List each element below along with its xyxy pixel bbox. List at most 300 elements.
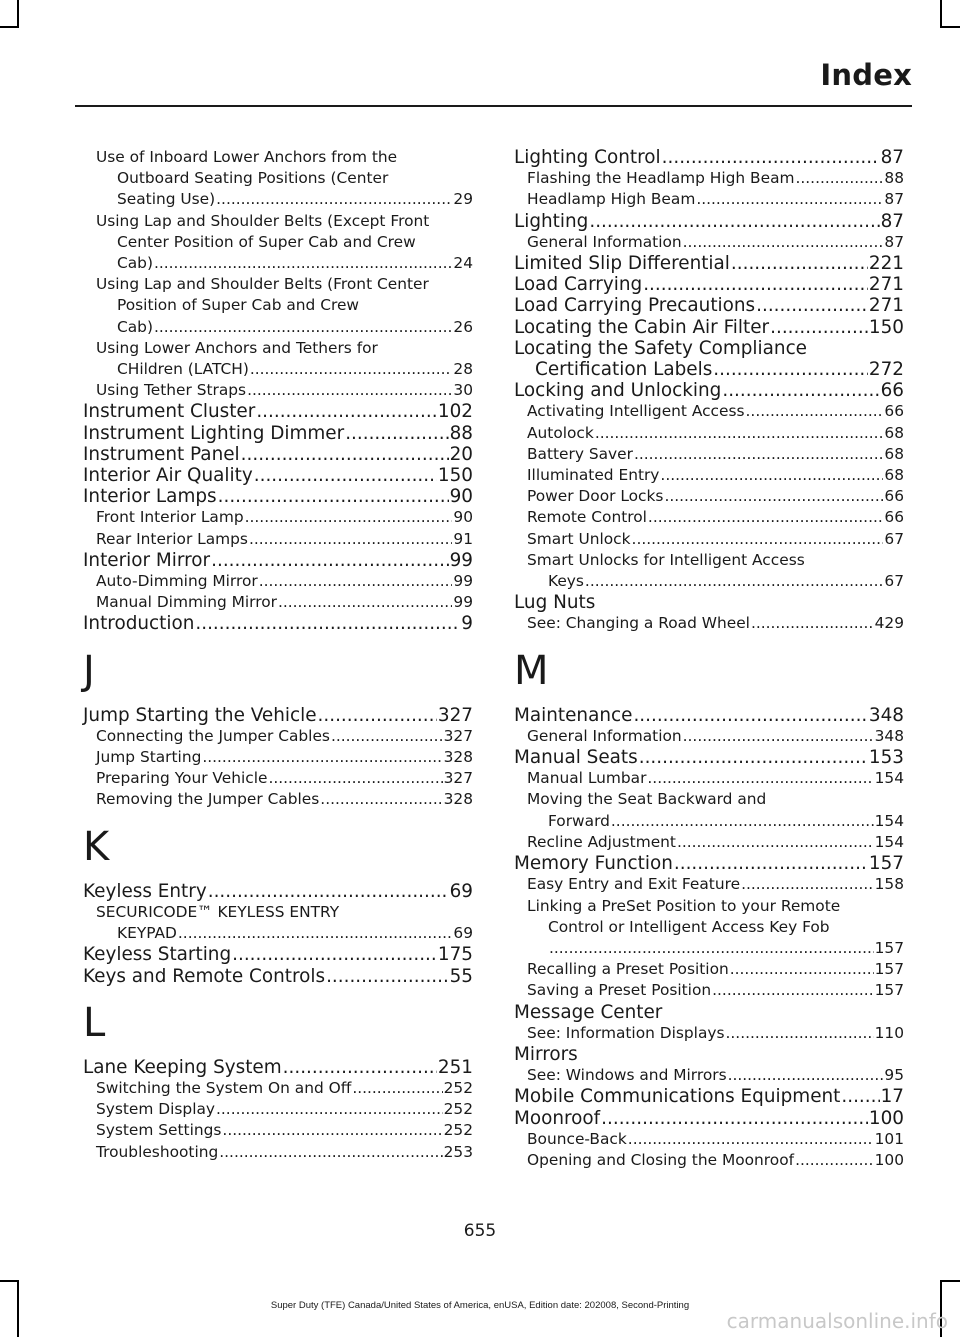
entry-text: KEYPAD: [117, 924, 177, 943]
entry-text: Lighting Control: [514, 147, 661, 168]
crop-mark: [940, 26, 960, 28]
index-entry[interactable]: [514, 705, 904, 726]
entry-text: Opening and Closing the Moonroof: [527, 1150, 795, 1169]
page-ref: 328: [443, 748, 473, 767]
page-ref: 66: [884, 402, 904, 421]
entry-text: Removing the Jumper Cables: [96, 790, 320, 809]
dot-leader: [611, 811, 874, 832]
page-ref: 429: [874, 614, 904, 633]
dot-leader: [218, 486, 449, 507]
index-subentry[interactable]: [514, 874, 904, 895]
entry-text: Cab): [117, 317, 153, 336]
index-entry[interactable]: [514, 317, 904, 338]
page-number: 655: [463, 1221, 497, 1241]
index-subentry[interactable]: [83, 747, 473, 768]
page-ref: 68: [884, 444, 904, 463]
page-ref: 66: [884, 508, 904, 527]
index-subentry[interactable]: [83, 529, 473, 550]
page-ref: 29: [453, 190, 473, 209]
index-column-right: [514, 147, 904, 1171]
page-ref: 67: [884, 529, 904, 548]
entry-text: Interior Mirror: [83, 549, 211, 571]
dot-leader: [589, 211, 879, 232]
index-subentry[interactable]: [514, 1023, 904, 1044]
entry-text: See: Information Displays: [527, 1023, 725, 1042]
page-ref: 67: [884, 572, 904, 591]
dot-leader: [283, 1057, 437, 1078]
dot-leader: [345, 423, 448, 444]
page-ref: 157: [868, 853, 904, 875]
entry-text: Maintenance: [514, 704, 633, 726]
index-subentry[interactable]: [514, 550, 904, 592]
index-entry[interactable]: [514, 1086, 904, 1107]
entry-text: Manual Seats: [514, 747, 638, 769]
entry-text-line: Moving the Seat Backward and: [527, 790, 767, 809]
dot-leader: [643, 274, 868, 295]
page-ref: 90: [449, 486, 473, 508]
entry-text: Certification Labels: [535, 359, 713, 381]
index-subentry[interactable]: [514, 189, 904, 210]
crop-mark: [940, 1280, 960, 1282]
page-ref: 68: [884, 466, 904, 485]
entry-text: Jump Starting: [96, 748, 202, 767]
entry-text: Lane Keeping System: [83, 1056, 282, 1078]
index-entry[interactable]: [83, 401, 473, 422]
entry-text: Load Carrying Precautions: [514, 295, 756, 317]
index-subentry[interactable]: [514, 423, 904, 444]
index-entry[interactable]: [514, 1108, 904, 1129]
dot-leader: [216, 1099, 443, 1120]
section-letter: M: [514, 647, 549, 694]
crop-mark: [0, 26, 19, 28]
entry-text: Introduction: [83, 613, 195, 635]
entry-text: General Information: [527, 232, 682, 251]
index-entry[interactable]: [83, 550, 473, 571]
page-ref: 157: [874, 938, 904, 957]
dot-leader: [254, 465, 437, 486]
entry-text: Interior Lamps: [83, 486, 217, 508]
page-ref: 153: [868, 747, 904, 769]
index-subentry[interactable]: [83, 789, 473, 810]
crop-mark: [17, 0, 19, 28]
entry-text-line: Locating the Safety Compliance: [514, 337, 808, 359]
page-ref: 99: [449, 549, 473, 571]
page-ref: 87: [884, 232, 904, 251]
dot-leader: [222, 1120, 442, 1141]
entry-text-line: Use of Inboard Lower Anchors from the: [96, 148, 398, 166]
index-subentry[interactable]: [83, 1142, 473, 1163]
entry-text: Flashing the Headlamp High Beam: [527, 169, 795, 188]
dot-leader: [639, 747, 868, 768]
entry-text: Interior Air Quality: [83, 465, 253, 487]
title-rule: [75, 105, 912, 107]
entry-text: Lighting: [514, 210, 589, 232]
page-ref: 157: [874, 981, 904, 1000]
page-ref: 327: [437, 704, 473, 726]
dot-leader: [268, 768, 442, 789]
index-entry[interactable]: [514, 853, 904, 874]
entry-text: Keyless Entry: [83, 880, 207, 902]
index-subentry[interactable]: [83, 380, 473, 401]
page-ref: 221: [868, 253, 904, 275]
page-ref: 271: [868, 274, 904, 296]
entry-text: Headlamp High Beam: [527, 190, 696, 209]
entry-text: Auto-Dimming Mirror: [96, 572, 258, 591]
entry-text-line: SECURICODE™ KEYLESS ENTRY: [96, 902, 340, 921]
dot-leader: [796, 168, 884, 189]
index-subentry[interactable]: [83, 1099, 473, 1120]
dot-leader: [216, 189, 452, 210]
dot-leader: [795, 1150, 874, 1171]
page-ref: 88: [449, 422, 473, 444]
dot-leader: [320, 789, 442, 810]
dot-leader: [730, 959, 874, 980]
dot-leader: [601, 1108, 868, 1129]
index-subentry[interactable]: [514, 465, 904, 486]
entry-text: Front Interior Lamp: [96, 508, 244, 527]
page-ref: 9: [461, 613, 473, 635]
entry-text-line: Using Lower Anchors and Tethers for: [96, 338, 378, 357]
page-ref: 102: [437, 401, 473, 423]
entry-text: Load Carrying: [514, 274, 643, 296]
entry-text: Keys: [548, 572, 584, 591]
entry-text: Using Tether Straps: [96, 381, 247, 400]
page-ref: 100: [874, 1150, 904, 1169]
dot-leader: [259, 571, 453, 592]
entry-text: Limited Slip Differential: [514, 253, 730, 275]
dot-leader: [731, 253, 868, 274]
entry-text: Recline Adjustment: [527, 832, 676, 851]
index-entry[interactable]: [83, 444, 473, 465]
entry-text: Power Door Locks: [527, 487, 664, 506]
dot-leader: [674, 853, 868, 874]
index-subentry[interactable]: [83, 147, 473, 211]
page-ref: 252: [443, 1121, 473, 1140]
index-subentry[interactable]: [514, 896, 904, 960]
dot-leader: [662, 147, 880, 168]
page-ref: 175: [437, 944, 473, 966]
index-heading: Lug Nuts: [514, 592, 596, 614]
index-subentry[interactable]: [83, 726, 473, 747]
dot-leader: [219, 1142, 442, 1163]
dot-leader: [232, 944, 437, 965]
page-ref: 87: [880, 147, 904, 168]
page-ref: 252: [443, 1078, 473, 1097]
page-ref: 157: [874, 960, 904, 979]
index-entry[interactable]: [514, 274, 904, 295]
entry-text: Rear Interior Lamps: [96, 529, 248, 548]
index-subentry[interactable]: [83, 211, 473, 275]
entry-text: Switching the System On and Off: [96, 1078, 352, 1097]
crop-mark: [940, 0, 942, 28]
page-ref: 91: [453, 529, 473, 548]
entry-text-line: Using Lap and Shoulder Belts (Except Front: [96, 211, 430, 230]
entry-text: Instrument Lighting Dimmer: [83, 422, 345, 444]
index-heading: Message Center: [514, 1001, 663, 1023]
dot-leader: [278, 592, 452, 613]
index-subentry[interactable]: [514, 1150, 904, 1171]
dot-leader: [722, 380, 879, 401]
entry-text: System Settings: [96, 1121, 222, 1140]
index-entry[interactable]: [514, 147, 904, 168]
index-subentry[interactable]: [83, 1078, 473, 1099]
page-ref: 327: [443, 769, 473, 788]
entry-text: Keyless Starting: [83, 944, 232, 966]
dot-leader: [741, 874, 874, 895]
index-subentry[interactable]: [514, 726, 904, 747]
index-subentry[interactable]: [514, 1065, 904, 1086]
entry-text: Bounce-Back: [527, 1129, 627, 1148]
dot-leader: [756, 295, 868, 316]
section-letter: L: [83, 999, 106, 1046]
index-subentry[interactable]: [514, 232, 904, 253]
page-ref: 100: [868, 1107, 904, 1129]
index-subentry[interactable]: [83, 1120, 473, 1141]
entry-text-line: Smart Unlocks for Intelligent Access: [527, 550, 805, 569]
page-ref: 28: [453, 360, 473, 379]
entry-text: Smart Unlock: [527, 529, 631, 548]
dot-leader: [683, 232, 884, 253]
dot-leader: [726, 1023, 874, 1044]
entry-text: Battery Saver: [527, 444, 633, 463]
dot-leader: [751, 613, 874, 634]
page-ref: 69: [449, 880, 473, 902]
dot-leader: [211, 550, 448, 571]
page-ref: 88: [884, 169, 904, 188]
dot-leader: [728, 1065, 884, 1086]
index-subentry[interactable]: [83, 768, 473, 789]
page-ref: 90: [453, 508, 473, 527]
dot-leader: [585, 571, 883, 592]
dot-leader: [634, 444, 883, 465]
index-subentry[interactable]: [514, 768, 904, 789]
index-entry[interactable]: [83, 1057, 473, 1078]
dot-leader: [841, 1086, 879, 1107]
page-ref: 20: [449, 443, 473, 465]
page-ref: 87: [884, 190, 904, 209]
entry-text: Connecting the Jumper Cables: [96, 726, 330, 745]
dot-leader: [677, 832, 874, 853]
page-ref: 154: [874, 769, 904, 788]
entry-text: Memory Function: [514, 853, 673, 875]
entry-text: Manual Dimming Mirror: [96, 593, 277, 612]
entry-text: Seating Use): [117, 190, 216, 209]
index-subentry[interactable]: [514, 168, 904, 189]
entry-text: Troubleshooting: [96, 1142, 219, 1161]
page-ref: 69: [453, 924, 473, 943]
index-subentry[interactable]: [83, 274, 473, 338]
crop-mark: [0, 1280, 19, 1282]
entry-text: Manual Lumbar: [527, 769, 647, 788]
entry-text-line: Using Lap and Shoulder Belts (Front Center: [96, 275, 429, 294]
entry-text: See: Changing a Road Wheel: [527, 614, 750, 633]
index-entry[interactable]: [83, 966, 473, 987]
index-subentry[interactable]: [83, 507, 473, 528]
index-entry[interactable]: [514, 338, 904, 380]
dot-leader: [202, 747, 442, 768]
page-ref: 271: [868, 295, 904, 317]
index-subentry[interactable]: [514, 613, 904, 634]
page-ref: 110: [874, 1023, 904, 1042]
entry-text: Saving a Preset Position: [527, 981, 712, 1000]
index-subentry[interactable]: [514, 980, 904, 1001]
dot-leader: [683, 726, 874, 747]
page-ref: 101: [874, 1129, 904, 1148]
page-ref: 17: [880, 1086, 904, 1108]
index-entry[interactable]: [83, 465, 473, 486]
index-subentry[interactable]: [83, 571, 473, 592]
dot-leader: [352, 1078, 442, 1099]
index-subentry[interactable]: [514, 529, 904, 550]
dot-leader: [660, 465, 883, 486]
page-ref: 68: [884, 423, 904, 442]
watermark: carmanualsonline.info: [726, 1309, 948, 1333]
page-ref: 95: [884, 1066, 904, 1085]
dot-leader: [178, 923, 453, 944]
entry-text: Preparing Your Vehicle: [96, 769, 268, 788]
page-ref: 66: [884, 487, 904, 506]
dot-leader: [647, 768, 873, 789]
index-subentry[interactable]: [83, 592, 473, 613]
index-subentry[interactable]: [83, 338, 473, 380]
dot-leader: [664, 486, 883, 507]
entry-text-line: Control or Intelligent Access Key Fob: [548, 917, 830, 936]
index-subentry[interactable]: [514, 507, 904, 528]
dot-leader: [249, 529, 452, 550]
entry-text: Activating Intelligent Access: [527, 402, 745, 421]
index-subentry[interactable]: [514, 401, 904, 422]
page-ref: 348: [868, 704, 904, 726]
dot-leader: [746, 401, 884, 422]
page-ref: 30: [453, 381, 473, 400]
index-entry[interactable]: [83, 423, 473, 444]
dot-leader: [628, 1129, 874, 1150]
entry-text: Instrument Cluster: [83, 401, 256, 423]
entry-text-line: Outboard Seating Positions (Center: [117, 169, 389, 188]
page-ref: 158: [874, 875, 904, 894]
entry-text: System Display: [96, 1100, 216, 1119]
page-ref: 87: [880, 210, 904, 232]
index-entry[interactable]: [83, 705, 473, 726]
dot-leader: [770, 317, 868, 338]
page-ref: 154: [874, 811, 904, 830]
index-subentry[interactable]: [514, 1129, 904, 1150]
dot-leader: [595, 423, 884, 444]
dot-leader: [696, 189, 883, 210]
entry-text: Recalling a Preset Position: [527, 960, 729, 979]
page-ref: 24: [453, 254, 473, 273]
index-subentry[interactable]: [83, 902, 473, 944]
entry-text: CHildren (LATCH): [117, 360, 249, 379]
index-subentry[interactable]: [514, 486, 904, 507]
dot-leader: [648, 507, 883, 528]
entry-text: Keys and Remote Controls: [83, 965, 326, 987]
entry-text: Moonroof: [514, 1107, 601, 1129]
entry-text: General Information: [527, 726, 682, 745]
dot-leader: [208, 881, 449, 902]
dot-leader: [195, 613, 460, 634]
dot-leader: [318, 705, 437, 726]
dot-leader: [713, 359, 868, 380]
page-ref: 26: [453, 317, 473, 336]
dot-leader: [154, 253, 452, 274]
page-ref: 348: [874, 726, 904, 745]
page-title: Index: [820, 58, 912, 92]
dot-leader: [712, 980, 873, 1001]
dot-leader: [247, 380, 452, 401]
index-subentry[interactable]: [514, 832, 904, 853]
dot-leader: [632, 529, 884, 550]
page-ref: 99: [453, 572, 473, 591]
entry-text: Jump Starting the Vehicle: [83, 704, 317, 726]
page-ref: 252: [443, 1100, 473, 1119]
page-ref: 154: [874, 832, 904, 851]
index-subentry[interactable]: [514, 959, 904, 980]
index-entry[interactable]: [83, 613, 473, 634]
dot-leader: [250, 359, 453, 380]
dot-leader: [154, 317, 452, 338]
entry-text: Mobile Communications Equipment: [514, 1086, 841, 1108]
dot-leader: [549, 938, 874, 959]
dot-leader: [331, 726, 443, 747]
page-ref: 150: [437, 465, 473, 487]
entry-text: Easy Entry and Exit Feature: [527, 875, 741, 894]
dot-leader: [256, 401, 437, 422]
index-entry[interactable]: [514, 380, 904, 401]
page-ref: 66: [880, 380, 904, 402]
index-entry[interactable]: [514, 253, 904, 274]
index-entry[interactable]: [83, 486, 473, 507]
page-ref: 150: [868, 316, 904, 338]
section-letter: J: [83, 647, 95, 694]
index-entry[interactable]: [514, 747, 904, 768]
page-ref: 328: [443, 790, 473, 809]
dot-leader: [245, 507, 453, 528]
index-column-left: [83, 147, 473, 1163]
entry-text-line: Position of Super Cab and Crew: [117, 296, 360, 315]
page-ref: 55: [449, 965, 473, 987]
entry-text: See: Windows and Mirrors: [527, 1066, 727, 1085]
index-entry[interactable]: [83, 881, 473, 902]
page-ref: 253: [443, 1142, 473, 1161]
entry-text: Cab): [117, 254, 153, 273]
page-ref: 251: [437, 1056, 473, 1078]
page-ref: 272: [868, 359, 904, 381]
dot-leader: [241, 444, 449, 465]
index-subentry[interactable]: [514, 789, 904, 831]
index-entry[interactable]: [83, 944, 473, 965]
dot-leader: [326, 966, 449, 987]
section-letter: K: [83, 823, 110, 870]
entry-text: Locking and Unlocking: [514, 380, 722, 402]
entry-text-line: Linking a PreSet Position to your Remote: [527, 896, 841, 915]
dot-leader: [633, 705, 867, 726]
page-ref: 327: [443, 726, 473, 745]
entry-text-line: Center Position of Super Cab and Crew: [117, 232, 416, 251]
index-heading: Mirrors: [514, 1043, 578, 1065]
footer-edition-text: Super Duty (TFE) Canada/United States of America, enUSA, Edition date: 202008, Second-Printing: [270, 1300, 690, 1311]
page-ref: 99: [453, 593, 473, 612]
entry-text: Instrument Panel: [83, 443, 240, 465]
entry-text: Forward: [548, 811, 610, 830]
index-entry[interactable]: [514, 295, 904, 316]
entry-text: Autolock: [527, 423, 594, 442]
entry-text: Locating the Cabin Air Filter: [514, 316, 770, 338]
index-entry[interactable]: [514, 211, 904, 232]
index-subentry[interactable]: [514, 444, 904, 465]
entry-text: Illuminated Entry: [527, 466, 660, 485]
entry-text: Remote Control: [527, 508, 647, 527]
